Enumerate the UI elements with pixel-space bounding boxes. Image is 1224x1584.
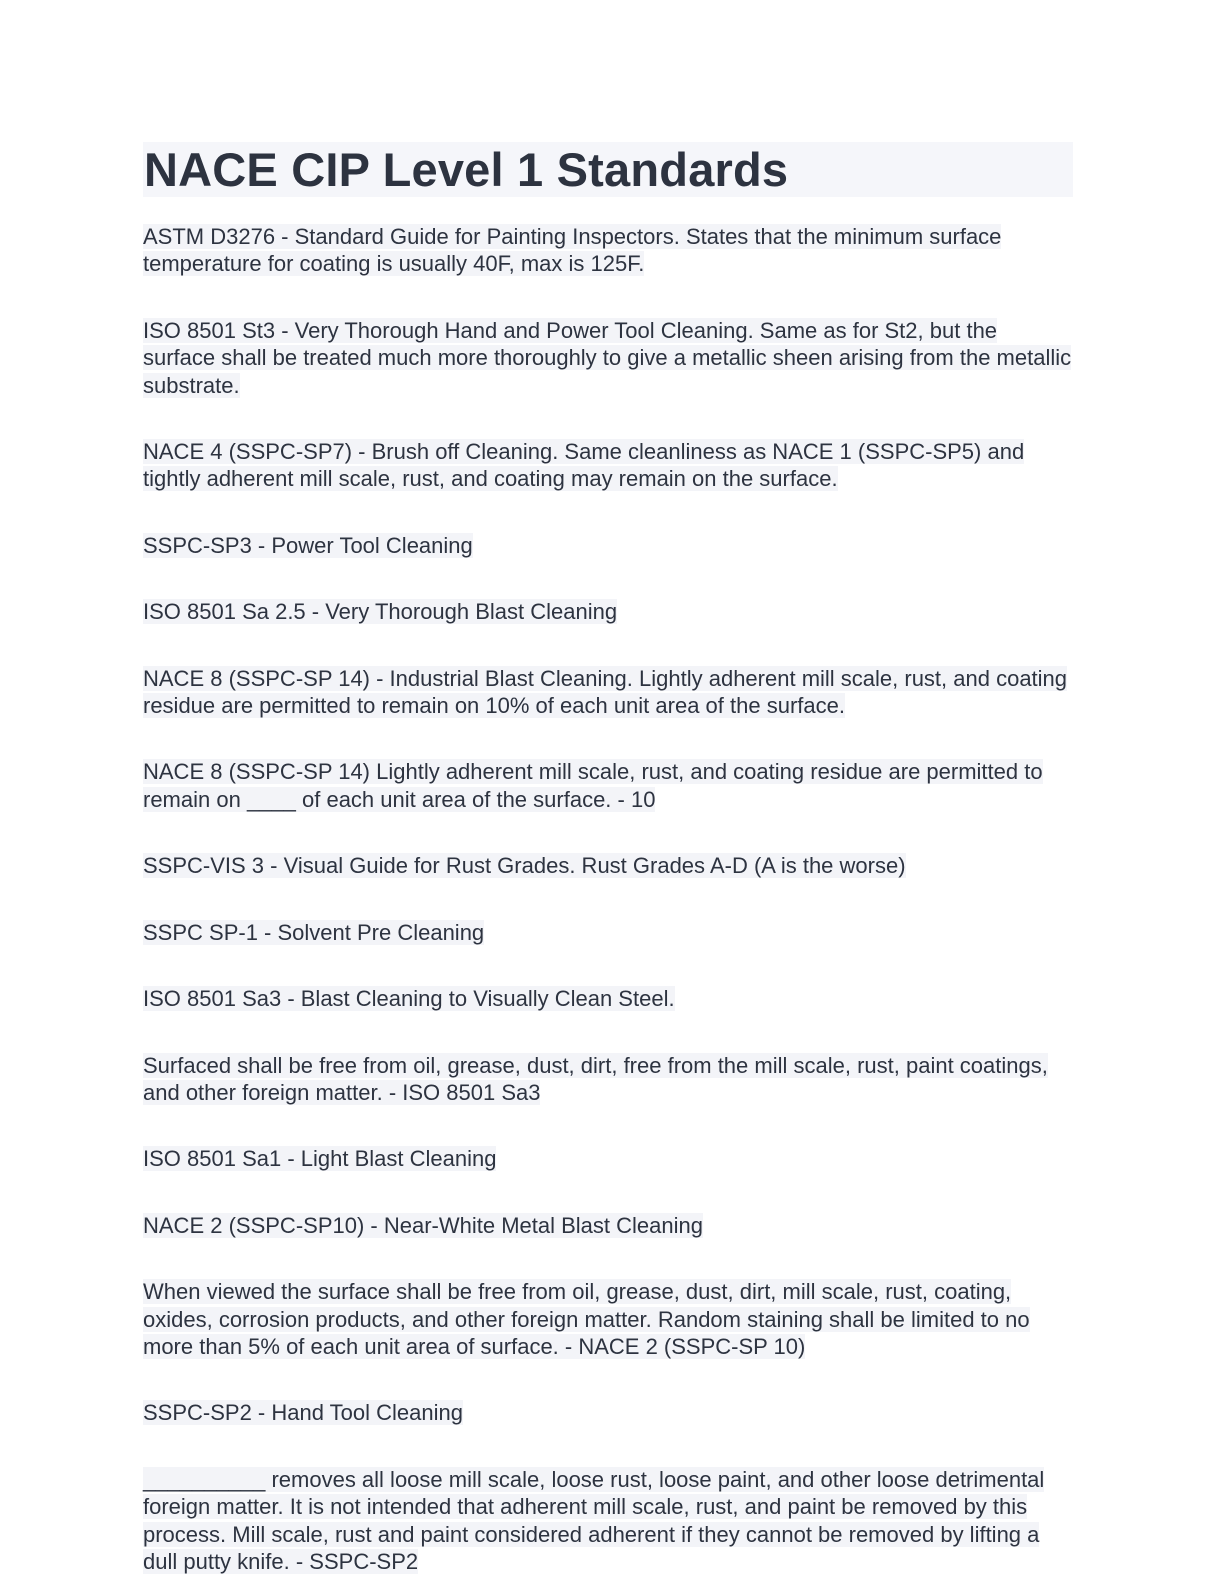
entry-nace-2-question	[143, 1278, 1073, 1360]
entry-text: SSPC SP-1 - Solvent Pre Cleaning	[143, 919, 485, 945]
entry-text: ASTM D3276 - Standard Guide for Painting Inspectors. States that the minimum surface temperature for coating is usually 40F, max is 125F.	[143, 224, 1002, 277]
entry-nace-8-question	[143, 758, 1073, 813]
entry-sspc-vis-3	[143, 852, 1073, 879]
entry-text: When viewed the surface shall be free from oil, grease, dust, dirt, mill scale, rust, coating, oxides, corrosion products, and other foreign matter. Random staining shall be limited to no more than 5% of each unit area of surface. - NACE 2 (SSPC-SP 10)	[143, 1279, 1030, 1359]
entry-text: NACE 8 (SSPC-SP 14) Lightly adherent mill scale, rust, and coating residue are permitted to remain on ____ of each unit area of the surface. - 10	[143, 759, 1043, 812]
entry-text: SSPC-SP3 - Power Tool Cleaning	[143, 532, 473, 558]
entry-text: ISO 8501 St3 - Very Thorough Hand and Power Tool Cleaning. Same as for St2, but the surface shall be treated much more thoroughly to give a metallic sheen arising from the metallic substrate.	[143, 317, 1072, 398]
entry-sspc-sp2-question	[143, 1466, 1073, 1576]
entry-text: ISO 8501 Sa1 - Light Blast Cleaning	[143, 1146, 497, 1172]
entry-nace-8	[143, 665, 1073, 720]
entry-nace-2	[143, 1212, 1073, 1239]
entry-text: NACE 8 (SSPC-SP 14) - Industrial Blast Cleaning. Lightly adherent mill scale, rust, and coating residue are permitted to remain on 10% of each unit area of the surface.	[143, 665, 1068, 719]
document-page	[143, 142, 1073, 1575]
entry-astm-d3276	[143, 223, 1073, 278]
entry-text: NACE 4 (SSPC-SP7) - Brush off Cleaning. Same cleanliness as NACE 1 (SSPC-SP5) and tightly adherent mill scale, rust, and coating may remain on the surface.	[143, 439, 1025, 492]
entry-text: NACE 2 (SSPC-SP10) - Near-White Metal Blast Cleaning	[143, 1212, 703, 1238]
entry-nace-4	[143, 438, 1073, 493]
entry-sspc-sp1	[143, 919, 1073, 946]
entry-text: Surfaced shall be free from oil, grease, dust, dirt, free from the mill scale, rust, paint coatings, and other foreign matter. - ISO 8501 Sa3	[143, 1052, 1048, 1105]
entry-iso-8501-sa1	[143, 1145, 1073, 1172]
entry-text: ISO 8501 Sa3 - Blast Cleaning to Visually Clean Steel.	[143, 986, 675, 1012]
entry-text: SSPC-SP2 - Hand Tool Cleaning	[143, 1400, 463, 1426]
entry-text: __________ removes all loose mill scale, loose rust, loose paint, and other loose detrimental foreign matter. It is not intended that adherent mill scale, rust, and paint be removed by this process. Mill scale, rust and paint considered adherent if they cannot be removed by lifting a dull putty knife. - SSPC-SP2	[143, 1466, 1045, 1574]
entry-text: SSPC-VIS 3 - Visual Guide for Rust Grades. Rust Grades A-D (A is the worse)	[143, 853, 906, 879]
entry-iso-8501-sa3	[143, 985, 1073, 1012]
entry-sspc-sp3	[143, 532, 1073, 559]
entry-sspc-sp2	[143, 1399, 1073, 1426]
entry-iso-8501-sa25	[143, 598, 1073, 625]
entry-text: ISO 8501 Sa 2.5 - Very Thorough Blast Cleaning	[143, 599, 618, 625]
document-title: NACE CIP Level 1 Standards	[143, 142, 1073, 197]
entry-iso-8501-sa3-question	[143, 1052, 1073, 1107]
entry-iso-8501-st3	[143, 317, 1073, 399]
